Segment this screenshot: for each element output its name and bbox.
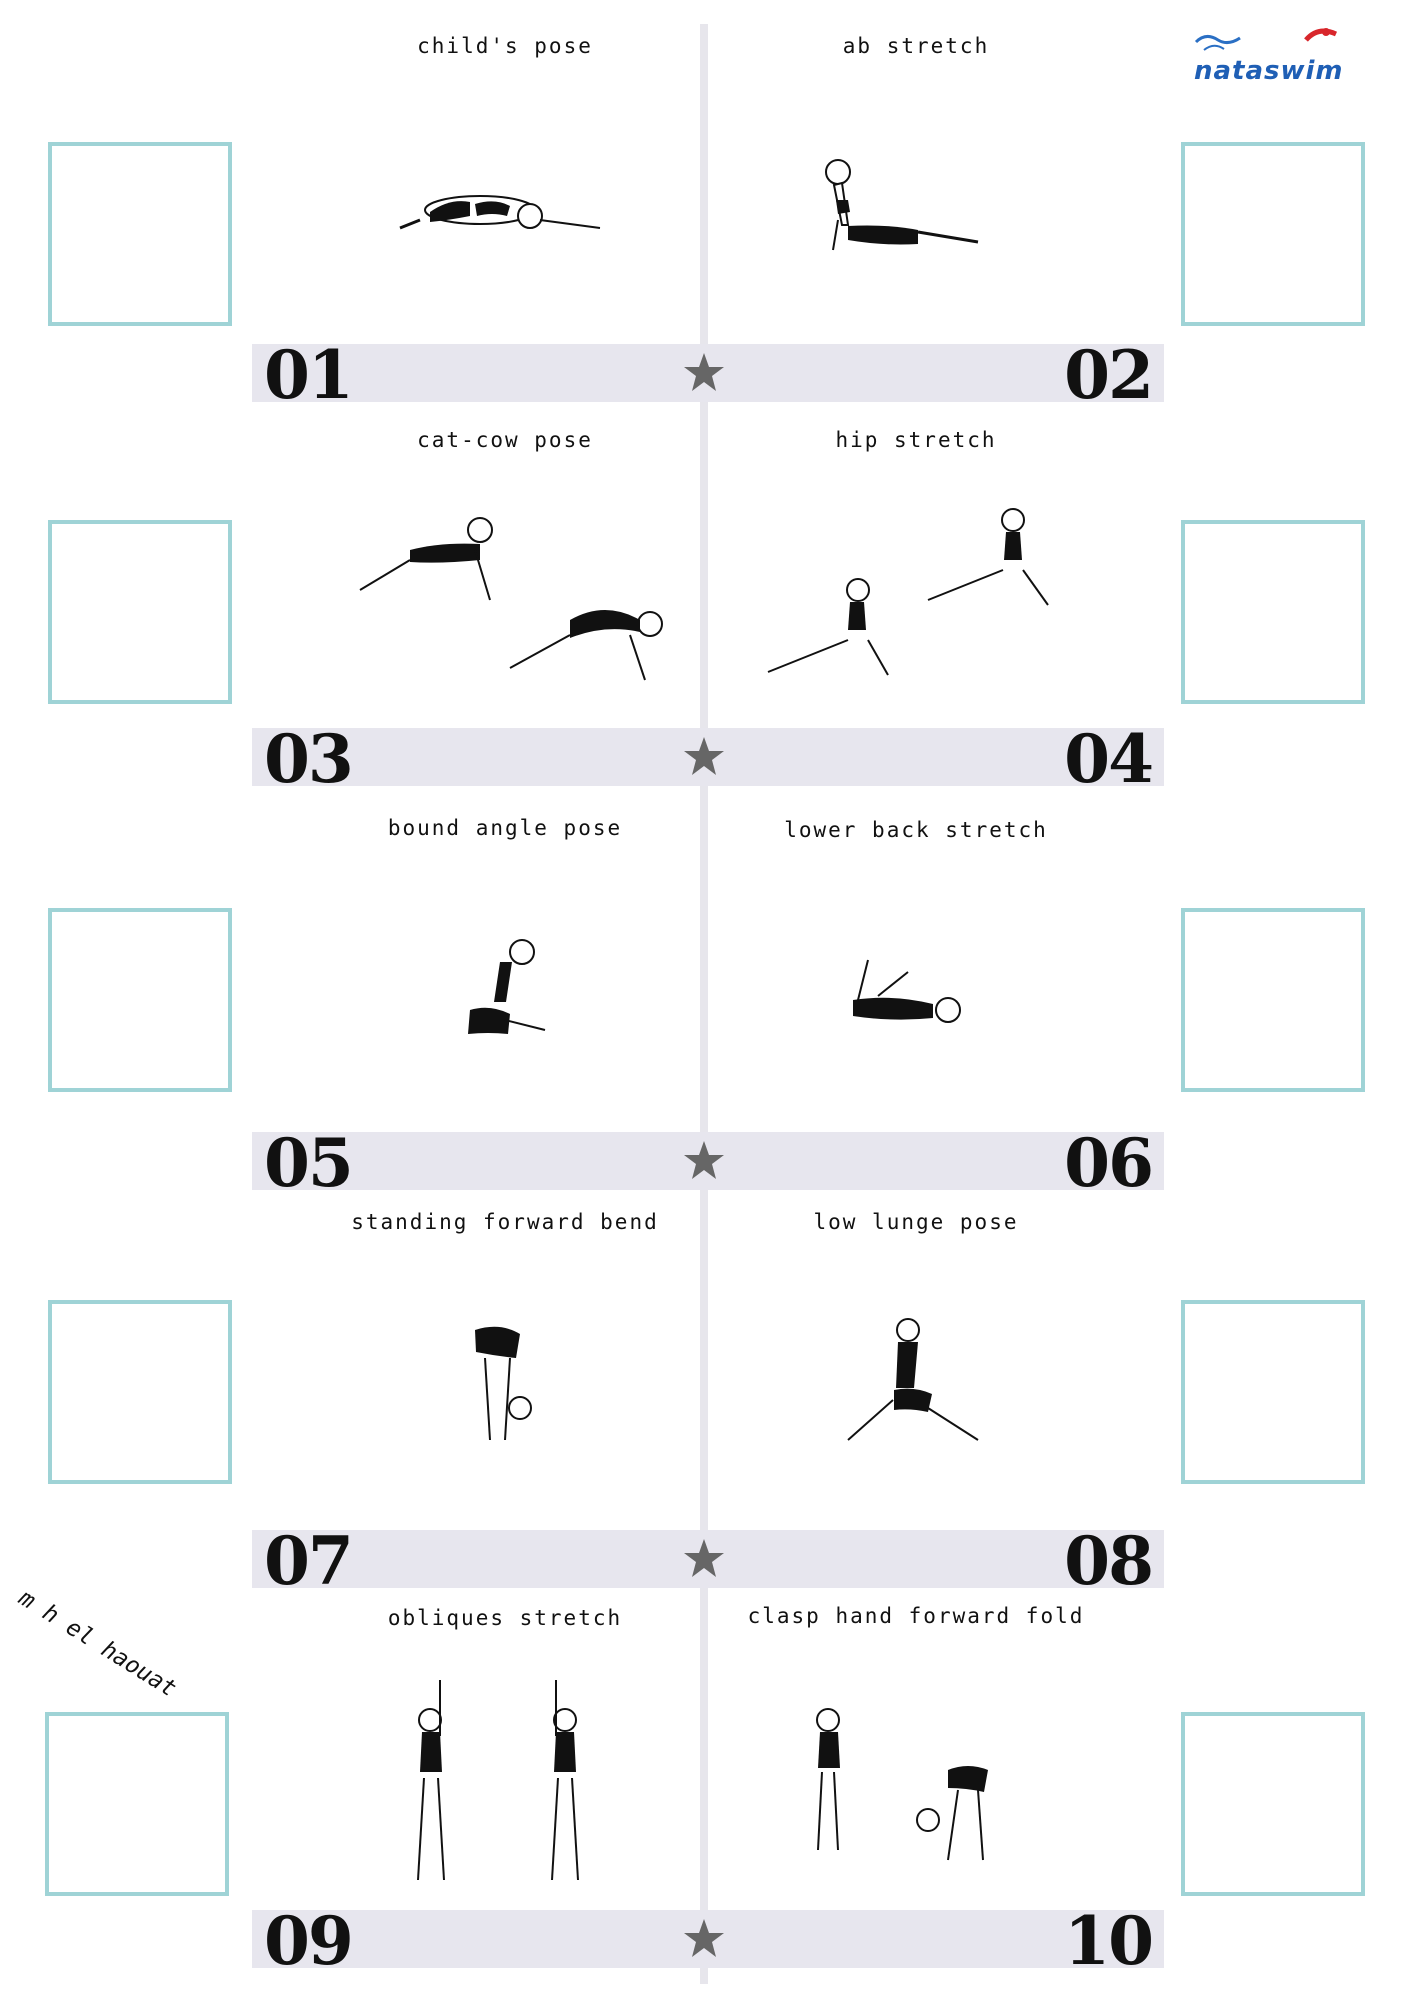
checkbox-01[interactable] [48,142,232,326]
handwritten-signature: m h el haouat [14,1585,181,1703]
clasp-hand-fold-figure [718,1660,1098,1900]
obliques-stretch-figure [300,1660,680,1900]
number-band-09-10 [252,1902,1164,1980]
checkbox-08[interactable] [1181,1300,1365,1484]
exercise-number-02: 02 [1064,336,1152,414]
exercise-title-02: ab stretch [842,34,990,58]
checkbox-10[interactable] [1181,1712,1365,1896]
hip-stretch-figure [718,490,1098,700]
exercise-number-07: 07 [264,1522,352,1600]
star-icon [682,1537,726,1581]
checkbox-06[interactable] [1181,908,1365,1092]
star-icon [682,735,726,779]
star-icon [682,351,726,395]
exercise-title-07: standing forward bend [351,1210,659,1234]
exercise-number-04: 04 [1064,720,1152,798]
exercise-title-09: obliques stretch [387,1606,623,1630]
checkbox-04[interactable] [1181,520,1365,704]
forward-bend-figure [300,1300,680,1510]
ab-stretch-figure [718,100,1098,310]
exercise-title-08: low lunge pose [813,1210,1019,1234]
checkbox-07[interactable] [48,1300,232,1484]
star-icon [682,1917,726,1961]
exercise-title-10: clasp hand forward fold [747,1604,1085,1628]
exercise-title-04: hip stretch [835,428,997,452]
exercise-title-01: child's pose [417,34,593,58]
checkbox-03[interactable] [48,520,232,704]
exercise-title-03: cat-cow pose [417,428,593,452]
star-icon [682,1139,726,1183]
bound-angle-figure [300,900,680,1110]
checkbox-02[interactable] [1181,142,1365,326]
exercise-number-08: 08 [1064,1522,1152,1600]
logo-text: nataswim [1194,56,1344,86]
exercise-number-01: 01 [264,336,352,414]
checkbox-05[interactable] [48,908,232,1092]
exercise-title-05: bound angle pose [387,816,623,840]
low-lunge-figure [718,1300,1098,1510]
number-band-03-04 [252,720,1164,798]
number-band-01-02 [252,336,1164,414]
lower-back-stretch-figure [718,900,1098,1110]
number-band-05-06 [252,1124,1164,1202]
exercise-title-06: lower back stretch [784,818,1048,842]
nataswim-logo [1186,26,1366,106]
number-band-07-08 [252,1522,1164,1600]
exercise-number-06: 06 [1064,1124,1152,1202]
exercise-number-10: 10 [1064,1902,1152,1980]
exercise-number-05: 05 [264,1124,352,1202]
exercise-number-03: 03 [264,720,352,798]
center-divider [700,24,708,1984]
cat-cow-figure [300,490,680,700]
childs-pose-figure [300,100,680,310]
checkbox-09[interactable] [45,1712,229,1896]
exercise-number-09: 09 [264,1902,352,1980]
